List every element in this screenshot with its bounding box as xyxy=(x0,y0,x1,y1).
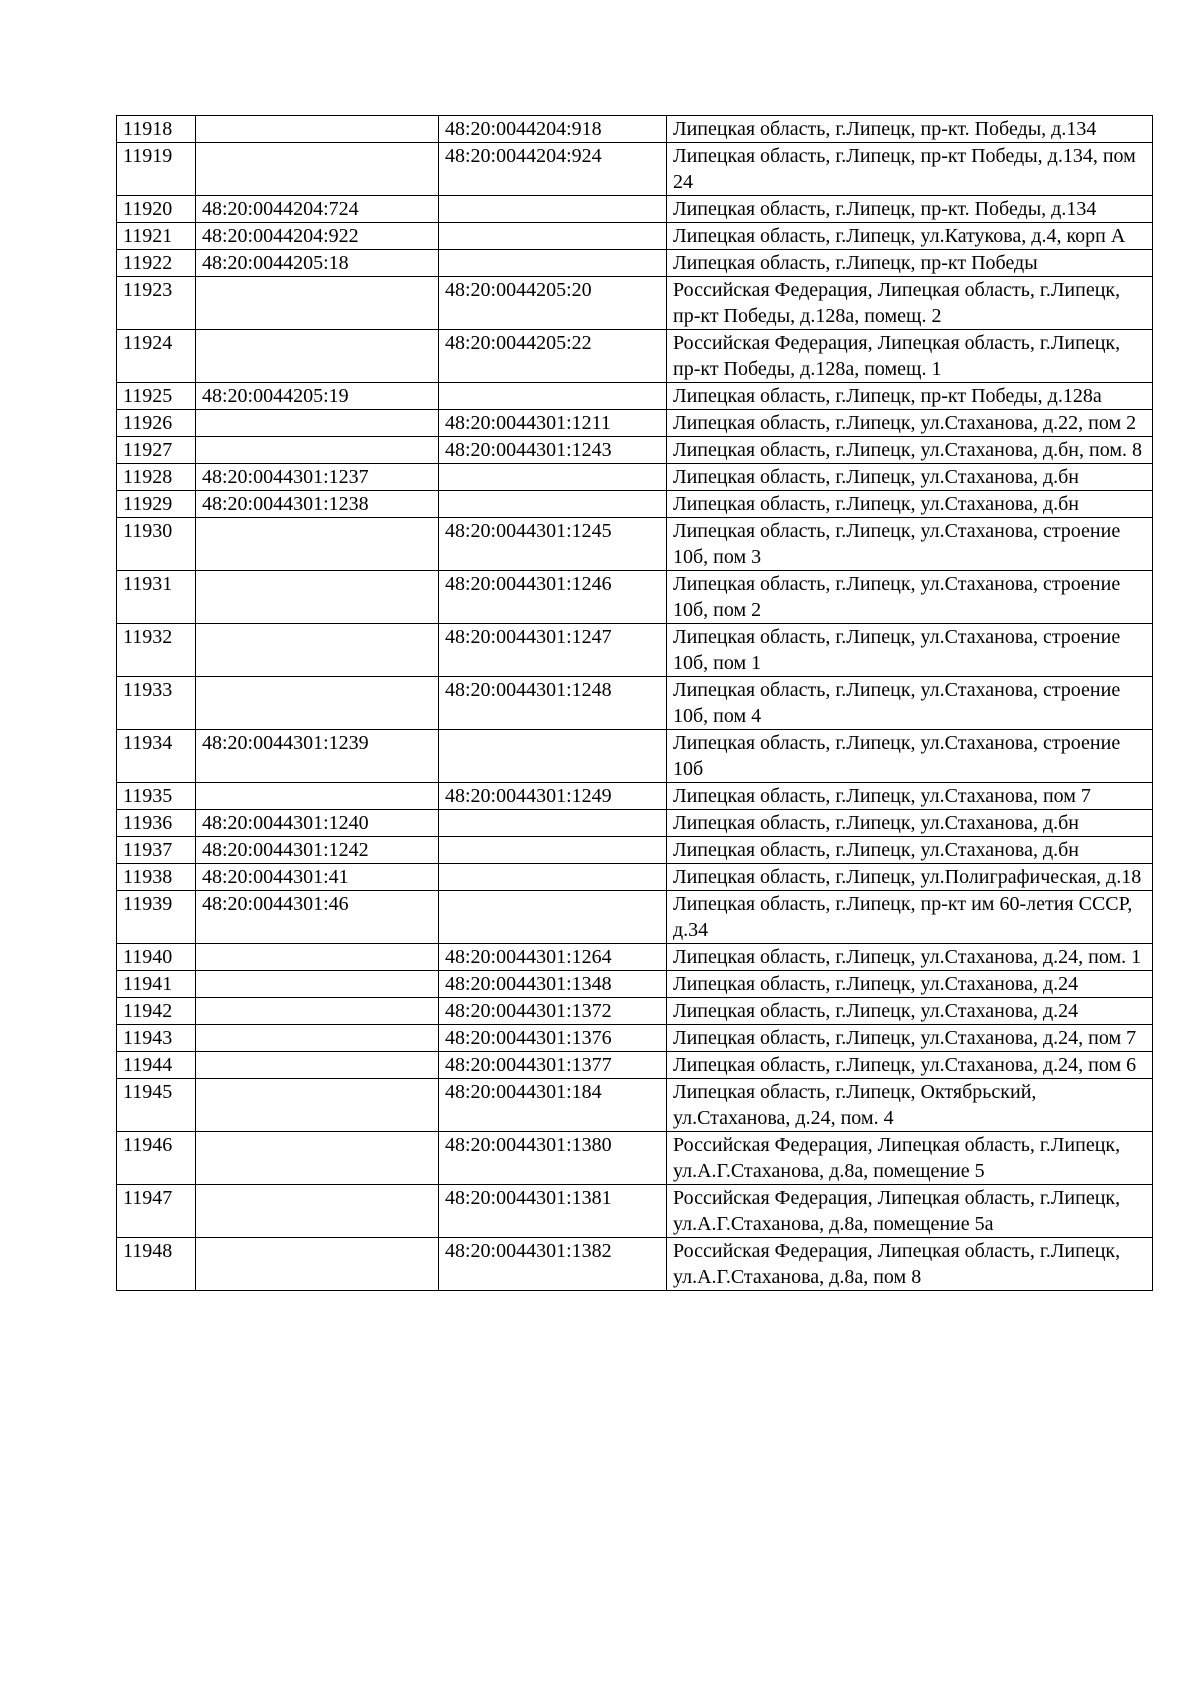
table-row xyxy=(117,1185,1153,1238)
row-number-cell: 11920 xyxy=(117,196,196,223)
cadastral-number-secondary-cell: 48:20:0044301:1372 xyxy=(439,998,667,1025)
row-number-cell: 11937 xyxy=(117,837,196,864)
cadastral-number-secondary-cell: 48:20:0044301:1247 xyxy=(439,624,667,677)
cadastral-number-secondary-cell xyxy=(439,891,667,944)
address-cell: Липецкая область, г.Липецк, ул.Стаханова, д.бн xyxy=(667,464,1153,491)
cadastral-number-cell xyxy=(196,1052,439,1079)
cadastral-number-secondary-cell: 48:20:0044301:1381 xyxy=(439,1185,667,1238)
registry-table-body xyxy=(117,116,1153,1291)
table-row xyxy=(117,437,1153,464)
table-row xyxy=(117,491,1153,518)
row-number-cell: 11934 xyxy=(117,730,196,783)
row-number-cell: 11932 xyxy=(117,624,196,677)
address-cell: Липецкая область, г.Липецк, ул.Стаханова, д.24 xyxy=(667,998,1153,1025)
row-number-cell: 11945 xyxy=(117,1079,196,1132)
cadastral-number-secondary-cell: 48:20:0044301:1382 xyxy=(439,1238,667,1291)
cadastral-number-secondary-cell xyxy=(439,250,667,277)
cadastral-number-secondary-cell: 48:20:0044205:20 xyxy=(439,277,667,330)
row-number-cell: 11923 xyxy=(117,277,196,330)
cadastral-number-cell: 48:20:0044205:18 xyxy=(196,250,439,277)
address-cell: Российская Федерация, Липецкая область, г.Липецк, пр-кт Победы, д.128а, помещ. 2 xyxy=(667,277,1153,330)
table-row xyxy=(117,196,1153,223)
cadastral-number-cell: 48:20:0044301:1242 xyxy=(196,837,439,864)
table-row xyxy=(117,944,1153,971)
table-row xyxy=(117,330,1153,383)
table-row xyxy=(117,250,1153,277)
table-row xyxy=(117,410,1153,437)
row-number-cell: 11922 xyxy=(117,250,196,277)
address-cell: Липецкая область, г.Липецк, ул.Стаханова, д.24, пом 7 xyxy=(667,1025,1153,1052)
address-cell: Липецкая область, г.Липецк, пр-кт им 60-летия СССР, д.34 xyxy=(667,891,1153,944)
cadastral-number-secondary-cell xyxy=(439,837,667,864)
address-cell: Липецкая область, г.Липецк, ул.Полиграфическая, д.18 xyxy=(667,864,1153,891)
table-row xyxy=(117,783,1153,810)
cadastral-number-cell xyxy=(196,277,439,330)
address-cell: Липецкая область, г.Липецк, ул.Катукова, д.4, корп А xyxy=(667,223,1153,250)
row-number-cell: 11936 xyxy=(117,810,196,837)
row-number-cell: 11931 xyxy=(117,571,196,624)
address-cell: Российская Федерация, Липецкая область, г.Липецк, ул.А.Г.Стаханова, д.8а, помещение 5а xyxy=(667,1185,1153,1238)
row-number-cell: 11946 xyxy=(117,1132,196,1185)
row-number-cell: 11943 xyxy=(117,1025,196,1052)
cadastral-number-cell: 48:20:0044301:41 xyxy=(196,864,439,891)
table-row xyxy=(117,1132,1153,1185)
table-row xyxy=(117,277,1153,330)
table-row xyxy=(117,143,1153,196)
address-cell: Липецкая область, г.Липецк, ул.Стаханова, строение 10б, пом 4 xyxy=(667,677,1153,730)
row-number-cell: 11948 xyxy=(117,1238,196,1291)
cadastral-number-cell xyxy=(196,1132,439,1185)
cadastral-number-cell xyxy=(196,1079,439,1132)
address-cell: Липецкая область, г.Липецк, ул.Стаханова, д.бн, пом. 8 xyxy=(667,437,1153,464)
row-number-cell: 11941 xyxy=(117,971,196,998)
cadastral-number-secondary-cell: 48:20:0044301:1248 xyxy=(439,677,667,730)
cadastral-number-cell xyxy=(196,1238,439,1291)
cadastral-number-secondary-cell xyxy=(439,196,667,223)
row-number-cell: 11924 xyxy=(117,330,196,383)
address-cell: Липецкая область, г.Липецк, ул.Стаханова, пом 7 xyxy=(667,783,1153,810)
cadastral-number-secondary-cell: 48:20:0044301:1348 xyxy=(439,971,667,998)
cadastral-number-cell xyxy=(196,1185,439,1238)
cadastral-number-secondary-cell: 48:20:0044301:1377 xyxy=(439,1052,667,1079)
cadastral-number-secondary-cell xyxy=(439,491,667,518)
table-row xyxy=(117,1079,1153,1132)
row-number-cell: 11939 xyxy=(117,891,196,944)
address-cell: Липецкая область, г.Липецк, ул.Стаханова, д.24, пом 6 xyxy=(667,1052,1153,1079)
row-number-cell: 11942 xyxy=(117,998,196,1025)
cadastral-number-secondary-cell: 48:20:0044301:1380 xyxy=(439,1132,667,1185)
cadastral-number-cell: 48:20:0044301:46 xyxy=(196,891,439,944)
cadastral-number-secondary-cell: 48:20:0044204:924 xyxy=(439,143,667,196)
address-cell: Липецкая область, г.Липецк, ул.Стаханова, д.24 xyxy=(667,971,1153,998)
row-number-cell: 11921 xyxy=(117,223,196,250)
table-row xyxy=(117,464,1153,491)
row-number-cell: 11935 xyxy=(117,783,196,810)
cadastral-number-secondary-cell xyxy=(439,864,667,891)
row-number-cell: 11944 xyxy=(117,1052,196,1079)
cadastral-number-secondary-cell: 48:20:0044301:1264 xyxy=(439,944,667,971)
cadastral-number-cell: 48:20:0044301:1240 xyxy=(196,810,439,837)
cadastral-number-cell: 48:20:0044205:19 xyxy=(196,383,439,410)
table-row xyxy=(117,1025,1153,1052)
table-row xyxy=(117,837,1153,864)
address-cell: Липецкая область, г.Липецк, ул.Стаханова, д.24, пом. 1 xyxy=(667,944,1153,971)
cadastral-number-secondary-cell xyxy=(439,730,667,783)
cadastral-number-cell xyxy=(196,624,439,677)
cadastral-number-secondary-cell: 48:20:0044301:1246 xyxy=(439,571,667,624)
cadastral-number-secondary-cell xyxy=(439,464,667,491)
row-number-cell: 11927 xyxy=(117,437,196,464)
cadastral-number-cell: 48:20:0044301:1239 xyxy=(196,730,439,783)
row-number-cell: 11933 xyxy=(117,677,196,730)
table-row xyxy=(117,730,1153,783)
row-number-cell: 11919 xyxy=(117,143,196,196)
table-row xyxy=(117,116,1153,143)
address-cell: Липецкая область, г.Липецк, ул.Стаханова, строение 10б, пом 1 xyxy=(667,624,1153,677)
address-cell: Липецкая область, г.Липецк, пр-кт. Победы, д.134 xyxy=(667,116,1153,143)
cadastral-number-secondary-cell: 48:20:0044205:22 xyxy=(439,330,667,383)
table-row xyxy=(117,810,1153,837)
cadastral-number-secondary-cell: 48:20:0044301:1211 xyxy=(439,410,667,437)
table-row xyxy=(117,1052,1153,1079)
address-cell: Липецкая область, г.Липецк, Октябрьский, ул.Стаханова, д.24, пом. 4 xyxy=(667,1079,1153,1132)
cadastral-number-cell xyxy=(196,998,439,1025)
address-cell: Липецкая область, г.Липецк, пр-кт Победы, д.134, пом 24 xyxy=(667,143,1153,196)
address-cell: Липецкая область, г.Липецк, ул.Стаханова, д.22, пом 2 xyxy=(667,410,1153,437)
row-number-cell: 11928 xyxy=(117,464,196,491)
cadastral-number-secondary-cell xyxy=(439,383,667,410)
cadastral-number-cell xyxy=(196,518,439,571)
property-registry-table xyxy=(116,115,1153,1291)
table-row xyxy=(117,383,1153,410)
table-row xyxy=(117,571,1153,624)
address-cell: Липецкая область, г.Липецк, пр-кт Победы, д.128а xyxy=(667,383,1153,410)
address-cell: Российская Федерация, Липецкая область, г.Липецк, ул.А.Г.Стаханова, д.8а, пом 8 xyxy=(667,1238,1153,1291)
cadastral-number-cell xyxy=(196,437,439,464)
row-number-cell: 11918 xyxy=(117,116,196,143)
cadastral-number-secondary-cell: 48:20:0044301:184 xyxy=(439,1079,667,1132)
cadastral-number-cell xyxy=(196,330,439,383)
table-row xyxy=(117,223,1153,250)
row-number-cell: 11926 xyxy=(117,410,196,437)
cadastral-number-cell: 48:20:0044301:1237 xyxy=(196,464,439,491)
cadastral-number-cell xyxy=(196,143,439,196)
row-number-cell: 11940 xyxy=(117,944,196,971)
row-number-cell: 11925 xyxy=(117,383,196,410)
cadastral-number-cell xyxy=(196,116,439,143)
cadastral-number-cell: 48:20:0044204:922 xyxy=(196,223,439,250)
table-row xyxy=(117,864,1153,891)
table-row xyxy=(117,677,1153,730)
cadastral-number-secondary-cell: 48:20:0044301:1245 xyxy=(439,518,667,571)
table-row xyxy=(117,891,1153,944)
address-cell: Липецкая область, г.Липецк, пр-кт Победы xyxy=(667,250,1153,277)
address-cell: Липецкая область, г.Липецк, ул.Стаханова, строение 10б xyxy=(667,730,1153,783)
cadastral-number-secondary-cell: 48:20:0044301:1243 xyxy=(439,437,667,464)
table-row xyxy=(117,998,1153,1025)
cadastral-number-secondary-cell: 48:20:0044301:1376 xyxy=(439,1025,667,1052)
address-cell: Липецкая область, г.Липецк, ул.Стаханова, д.бн xyxy=(667,491,1153,518)
cadastral-number-secondary-cell: 48:20:0044301:1249 xyxy=(439,783,667,810)
cadastral-number-cell xyxy=(196,783,439,810)
table-row xyxy=(117,971,1153,998)
cadastral-number-cell xyxy=(196,410,439,437)
cadastral-number-cell: 48:20:0044301:1238 xyxy=(196,491,439,518)
address-cell: Липецкая область, г.Липецк, ул.Стаханова, д.бн xyxy=(667,810,1153,837)
cadastral-number-secondary-cell xyxy=(439,223,667,250)
row-number-cell: 11929 xyxy=(117,491,196,518)
cadastral-number-secondary-cell: 48:20:0044204:918 xyxy=(439,116,667,143)
table-row xyxy=(117,1238,1153,1291)
address-cell: Липецкая область, г.Липецк, ул.Стаханова, д.бн xyxy=(667,837,1153,864)
address-cell: Российская Федерация, Липецкая область, г.Липецк, пр-кт Победы, д.128а, помещ. 1 xyxy=(667,330,1153,383)
cadastral-number-cell: 48:20:0044204:724 xyxy=(196,196,439,223)
address-cell: Липецкая область, г.Липецк, ул.Стаханова, строение 10б, пом 3 xyxy=(667,518,1153,571)
row-number-cell: 11947 xyxy=(117,1185,196,1238)
cadastral-number-cell xyxy=(196,971,439,998)
row-number-cell: 11930 xyxy=(117,518,196,571)
row-number-cell: 11938 xyxy=(117,864,196,891)
cadastral-number-cell xyxy=(196,1025,439,1052)
cadastral-number-cell xyxy=(196,571,439,624)
address-cell: Липецкая область, г.Липецк, ул.Стаханова, строение 10б, пом 2 xyxy=(667,571,1153,624)
address-cell: Липецкая область, г.Липецк, пр-кт. Победы, д.134 xyxy=(667,196,1153,223)
cadastral-number-cell xyxy=(196,677,439,730)
cadastral-number-secondary-cell xyxy=(439,810,667,837)
table-row xyxy=(117,518,1153,571)
cadastral-number-cell xyxy=(196,944,439,971)
address-cell: Российская Федерация, Липецкая область, г.Липецк, ул.А.Г.Стаханова, д.8а, помещение 5 xyxy=(667,1132,1153,1185)
table-row xyxy=(117,624,1153,677)
